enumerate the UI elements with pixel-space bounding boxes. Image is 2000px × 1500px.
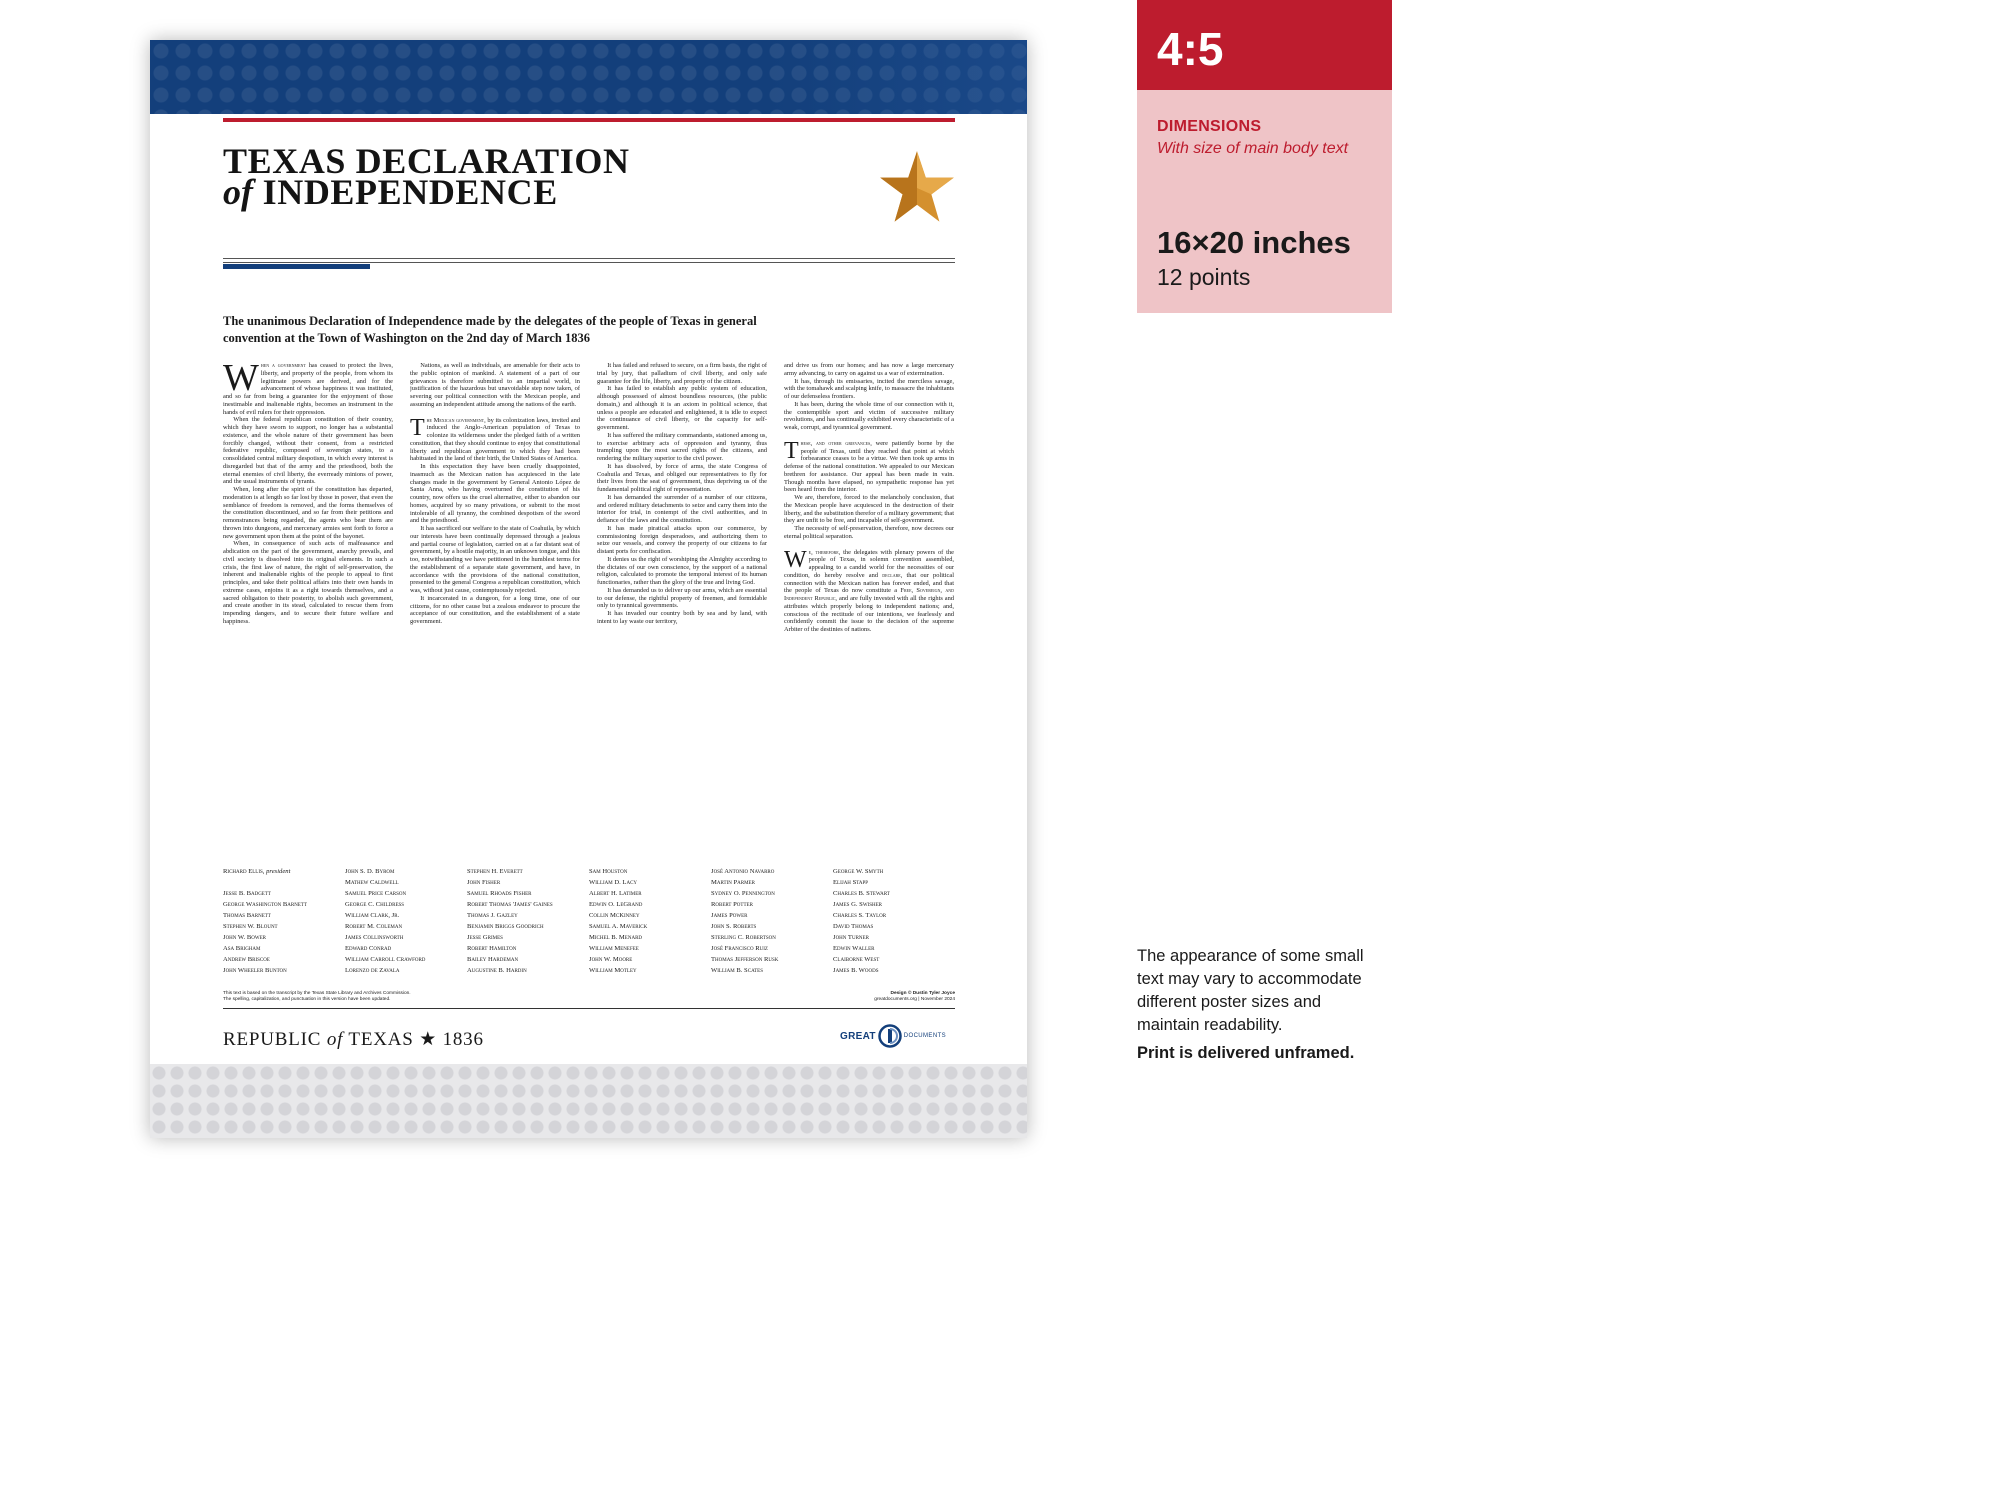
- republic-texas-1836: TEXAS ★ 1836: [348, 1029, 484, 1050]
- footer-rule: [223, 1008, 955, 1009]
- signer-name: Bailey Hardeman: [467, 956, 519, 963]
- paragraph: It incarcerated in a dungeon, for a long time, one of our citizens, for no other cause but a zealous endeavor to procure the acceptance of our constitution, and the establishment of a state government.: [410, 594, 580, 625]
- paragraph: by its colonization laws, invited and induced the Anglo-American population of Texas to colonize its wilderness under the pledged faith of a written constitution, that they should continue to enjoy that constitutional liberty and republican government to which they had been habituated in the land of their birth, the United States of America.: [410, 416, 580, 463]
- footnote-line: The spelling, capitalization, and punctuation in this version have been updated.: [223, 997, 391, 1002]
- signer-name: Andrew Briscoe: [223, 956, 270, 963]
- poster-title: [223, 141, 783, 212]
- body-column-2: [410, 362, 580, 845]
- body-column-4: [784, 362, 954, 845]
- design-credit: [874, 991, 955, 1003]
- paragraph: It has made piratical attacks upon our commerce, by commissioning foreign desperadoes, and authorizing them to seize our vessels, and convey the property of our citizens to far distant ports for confiscation.: [597, 524, 767, 555]
- signer-name: John S. D. Byrom: [345, 868, 395, 875]
- paragraph: It has failed to establish any public system of education, although possessed of almost boundless resources, (the public domain,) and although it is an axiom in political science, that unless a people are educated and enlightened, it is idle to expect the continuance of civil liberty, or the capacity for self-government.: [597, 385, 767, 431]
- lead-in: hen a government: [260, 362, 306, 369]
- president-title: president: [266, 868, 291, 875]
- signer-name: John W. Moore: [589, 956, 633, 963]
- signer-name: Lorenzo de Zavala: [345, 967, 400, 974]
- signer-name: Sydney O. Pennington: [711, 890, 775, 897]
- signer-name: William Carroll Crawford: [345, 956, 426, 963]
- aspect-ratio: 4:5: [1157, 23, 1224, 75]
- brand-great: GREAT: [840, 1030, 876, 1042]
- president-signer: [223, 866, 345, 877]
- signer-name: Samuel Price Carson: [345, 890, 407, 897]
- signer-name: Michel B. Menard: [589, 934, 643, 941]
- paragraph: the delegates with plenary powers of the people of Texas, in solemn convention assembled, appealing to a candid world for the necessities of our condition, do hereby resolve and: [784, 548, 954, 579]
- title-of: of: [223, 172, 253, 212]
- dimensions-detail: [1137, 90, 1392, 313]
- signer-name: Asa Brigham: [223, 945, 261, 952]
- gray-rule-2: [223, 262, 955, 263]
- signer-name: José Francisco Ruiz: [711, 945, 768, 952]
- declare-word: declare,: [882, 571, 903, 579]
- paragraph: It has demanded the surrender of a number of our citizens, and ordered military detachments to seize and carry them into the interior for trial, in contempt of the civil authorities, and in defiance of the laws and the constitution.: [597, 493, 767, 524]
- declaration-subtitle: The unanimous Declaration of Independence made by the delegates of the people of Texas in general convention at the Town of Washington on the 2nd day of March 1836: [223, 314, 757, 345]
- signer-name: Benjamin Briggs Goodrich: [467, 923, 544, 930]
- paragraph: When the federal republican constitution of their country, which they have sworn to support, no longer has a substantial existence, and the whole nature of their government has been forcibly changed, without their consent, from a restricted federative republic, composed of sovereign states, to a consolidated central military despotism, in which every interest is disregarded but that of the army and the priesthood, both the eternal enemies of civil liberty, the everready minions of power, and the usual instruments of tyrants.: [223, 416, 393, 486]
- signer-name: Robert Potter: [711, 901, 753, 908]
- signer-name: Jesse Grimes: [467, 934, 503, 941]
- paragraph: It has been, during the whole time of our connection with it, the contemptible sport and victim of successive military revolutions, and has continually exhibited every characteristic of a weak, corrupt, and tyrannical government.: [784, 400, 954, 431]
- republic-footer: [223, 1028, 484, 1051]
- drop-cap: W: [784, 546, 807, 573]
- signer-name: William Motley: [589, 967, 637, 974]
- signers: [223, 866, 955, 976]
- paragraph: were patiently borne by the people of Texas, until they reached that point at which forbearance ceases to be a virtue. We then took up arms in defense of the national constitution. We appealed to our Mexican brethren for assistance. Our appeal has been made in vain. Though months have elapsed, no sympathetic response has yet been heard from the interior.: [784, 439, 954, 494]
- blue-rule: [223, 264, 370, 269]
- signer-column-2: [345, 866, 467, 976]
- dimensions-label: DIMENSIONS: [1157, 118, 1262, 135]
- signer-name: John S. Roberts: [711, 923, 757, 930]
- signer-name: James B. Woods: [833, 967, 879, 974]
- signer-column-1: [223, 866, 345, 976]
- paragraph: It has, through its emissaries, incited the merciless savage, with the tomahawk and scalping knife, to massacre the inhabitants of our defenseless frontiers.: [784, 377, 954, 400]
- title-line1: TEXAS DECLARATION: [223, 141, 630, 181]
- paragraph: It has demanded us to deliver up our arms, which are essential to our defense, the rightful property of freemen, and formidable only to tyrannical governments.: [597, 586, 767, 610]
- great-documents-logo: [840, 1024, 956, 1048]
- signer-name: Samuel A. Maverick: [589, 923, 648, 930]
- drop-cap: T: [410, 414, 425, 441]
- signer-name: Stephen W. Blount: [223, 923, 278, 930]
- readability-note: The appearance of some small text may vary to accommodate different poster sizes and maintain readability.: [1137, 947, 1364, 1034]
- drop-cap: T: [784, 437, 799, 464]
- dimensions-sub: With size of main body text: [1157, 140, 1349, 157]
- signer-name: Robert Thomas 'James' Gaines: [467, 901, 553, 908]
- signer-name: Robert M. Coleman: [345, 923, 403, 930]
- signer-name: Edward Conrad: [345, 945, 392, 952]
- signer-name: John Turner: [833, 934, 869, 941]
- signer-name: Sam Houston: [589, 868, 628, 875]
- paragraph: When, long after the spirit of the constitution has departed, moderation is at length so far lost by those in power, that even the semblance of freedom is removed, and the forms themselves of the constitution discontinued, and so far from their petitions and remonstrances being regarded, the agents who bear them are thrown into dungeons, and mercenary armies sent forth to force a new government upon them at the point of the bayonet.: [223, 486, 393, 540]
- body-column-3: [597, 362, 767, 845]
- signer-name: Charles S. Taylor: [833, 912, 887, 919]
- paragraph: It has sacrificed our welfare to the state of Coahuila, by which our interests have been continually depressed through a jealous and partial course of legislation, carried on at a far distant seat of government, by a hostile majority, in an unknown tongue, and this too, notwithstanding we have petitioned in the humblest terms for the establishment of a separate state government, and have, in accordance with the provisions of the national constitution, presented to the general Congress a republican constitution, which was, without just cause, contemptuously rejected.: [410, 525, 580, 594]
- poster: [150, 40, 1027, 1138]
- ratio-header: [1137, 0, 1392, 90]
- signer-name: James G. Swisher: [833, 901, 882, 908]
- signer-name: Claiborne West: [833, 956, 880, 963]
- paragraph: It has invaded our country both by sea and by land, with intent to lay waste our territory,: [597, 610, 767, 625]
- signer-column-4: [589, 866, 711, 976]
- credit-line: Design © Dustin Tyler Joyce: [890, 991, 955, 996]
- gray-rule: [223, 258, 955, 259]
- header-banner: [150, 40, 1027, 114]
- signer-column-5: [711, 866, 833, 976]
- signer-name: John Wheeler Bunton: [223, 967, 287, 974]
- signer-name: José Antonio Navarro: [711, 868, 775, 875]
- lead-in: hese, and other grievances,: [800, 439, 872, 447]
- republic-of: of: [326, 1029, 344, 1050]
- republic-phrase: Free, Sovereign, and Independent Republic,: [784, 587, 954, 602]
- body-text-size: 12 points: [1157, 264, 1251, 290]
- paragraph: We are, therefore, forced to the melancholy conclusion, that the Mexican people have acquiesced in the destruction of their liberty, and the substitution therefor of a military government; that they are unfit to be free, and incapable of self-government.: [784, 494, 954, 525]
- signer-name: Sterling C. Robertson: [711, 934, 776, 941]
- footnote-line: This text is based on the transcript by the Texas State Library and Archives Commission.: [223, 991, 411, 996]
- signer-name: Thomas J. Gazley: [467, 912, 518, 919]
- texas-star-icon: [877, 148, 957, 228]
- signer-name: William B. Scates: [711, 967, 764, 974]
- paragraph: Nations, as well as individuals, are amenable for their acts to the public opinion of mankind. A statement of a part of our grievances is therefore submitted to an impartial world, in justification of the hazardous but unavoidable step now taken, of severing our political connection with the Mexican people, and assuming an independent attitude among the nations of the earth.: [410, 362, 580, 408]
- dimensions-panel: [1137, 0, 1392, 313]
- drop-cap: W: [223, 362, 259, 399]
- paragraph: has ceased to protect the lives, liberty, and property of the people, from whom its legitimate powers are derived, and for the advancement of whose happiness it was instituted, and so far from being a guarantee for the enjoyment of those inestimable and inalienable rights, becomes an instrument in the hands of evil rulers for their oppression.: [223, 362, 393, 416]
- red-rule: [223, 118, 955, 122]
- paragraph: It has dissolved, by force of arms, the state Congress of Coahuila and Texas, and obliged our representatives to fly for their lives from the seat of government, thus depriving us of the fundamental political right of representation.: [597, 462, 767, 493]
- brand-documents: DOCUMENTS: [903, 1033, 947, 1039]
- signer-column-3: [467, 866, 589, 976]
- signer-name: Martin Parmer: [711, 879, 755, 886]
- signer-name: Stephen H. Everett: [467, 868, 523, 875]
- signer-name: John Fisher: [467, 879, 501, 886]
- lead-in: he Mexican government,: [426, 416, 486, 424]
- paragraph: It has failed and refused to secure, on a firm basis, the right of trial by jury, that palladium of civil liberty, and only safe guarantee for the life, liberty, and property of the citizen.: [597, 362, 767, 385]
- signer-name: James Collinsworth: [345, 934, 404, 941]
- signer-column-6: [833, 866, 955, 976]
- signer-name: Augustine B. Hardin: [467, 967, 527, 974]
- signer-name: John W. Bower: [223, 934, 266, 941]
- lead-in: e, therefore,: [808, 548, 841, 556]
- signer-name: George Washington Barnett: [223, 901, 308, 908]
- signer-name: Jesse B. Badgett: [223, 890, 271, 897]
- signer-name: William D. Lacy: [589, 879, 638, 886]
- credit-line: greatdocuments.org | November 2024: [874, 997, 955, 1002]
- paragraph: The necessity of self-preservation, therefore, now decrees our eternal political separation.: [784, 525, 954, 540]
- paragraph: When, in consequence of such acts of malfeasance and abdication on the part of the government, anarchy prevails, and civil society is dissolved into its original elements. In such a crisis, the first law of nature, the right of self-preservation, the inherent and inalienable rights of the people to appeal to first principles, and take their political affairs into their own hands in extreme cases, enjoins it as a right towards themselves, and a sacred obligation to their posterity, to abolish such government, and create another in its stead, calculated to rescue them from impending dangers, and to secure their future welfare and happiness.: [223, 540, 393, 625]
- paragraph: that our political connection with the Mexican nation has forever ended, and that the people of Texas do now constitute a: [784, 571, 954, 595]
- signer-name: William Clark, Jr.: [345, 912, 400, 919]
- signer-name: Thomas Jefferson Rusk: [711, 956, 779, 963]
- signer-name: George W. Smyth: [833, 868, 884, 875]
- signer-name: William Menefee: [589, 945, 639, 952]
- unframed-note: Print is delivered unframed.: [1137, 1044, 1355, 1062]
- bottom-pattern: [150, 1064, 1027, 1138]
- paragraph: and are fully invested with all the rights and attributes which properly belong to independent nations; and, conscious of the rectitude of our intentions, we fearlessly and confidently commit the issue to the decision of the supreme Arbiter of the destinies of nations.: [784, 595, 954, 633]
- signer-name: Robert Hamilton: [467, 945, 517, 952]
- signer-name: Edwin O. LeGrand: [589, 901, 643, 908]
- source-footnote: [223, 991, 411, 1003]
- paragraph: In this expectation they have been cruelly disappointed, inasmuch as the Mexican nation has acquiesced in the late changes made in the government by General Antonio López de Santa Anna, who having overturned the constitution of his country, now offers us the cruel alternative, either to abandon our homes, acquired by so many privations, or submit to the most intolerable of all tyranny, the combined despotism of the sword and the priesthood.: [410, 463, 580, 525]
- signer-name: James Power: [711, 912, 748, 919]
- paragraph: It has suffered the military commandants, stationed among us, to exercise arbitrary acts of oppression and tyranny, thus trampling upon the most sacred rights of the citizens, and rendering the military superior to the civil power.: [597, 431, 767, 462]
- republic-word: REPUBLIC: [223, 1029, 322, 1050]
- signer-name: George C. Childress: [345, 901, 405, 908]
- signer-name: Samuel Rhoads Fisher: [467, 890, 532, 897]
- paragraph: and drive us from our homes; and has now a large mercenary army advancing, to carry on against us a war of extermination.: [784, 362, 954, 377]
- signer-name: Collin McKinney: [589, 912, 640, 919]
- signer-name: Albert H. Latimer: [589, 890, 642, 897]
- signer-name: David Thomas: [833, 923, 874, 930]
- body-columns: [223, 362, 955, 845]
- print-size: 16×20 inches: [1157, 225, 1351, 260]
- paragraph: It denies us the right of worshiping the Almighty according to the dictates of our own conscience, by the support of a national religion, calculated to promote the temporal interest of its human functionaries, rather than the glory of the true and living God.: [597, 555, 767, 586]
- president-name: Richard Ellis,: [223, 868, 265, 875]
- body-column-1: [223, 362, 393, 845]
- signer-name: Mathew Caldwell: [345, 879, 399, 886]
- signer-name: Thomas Barnett: [223, 912, 271, 919]
- signer-name: Charles B. Stewart: [833, 890, 890, 897]
- signer-name: Edwin Waller: [833, 945, 875, 952]
- title-line2: INDEPENDENCE: [262, 172, 558, 212]
- signer-name: Elijah Stapp: [833, 879, 869, 886]
- brand-mark-icon: [878, 1024, 902, 1048]
